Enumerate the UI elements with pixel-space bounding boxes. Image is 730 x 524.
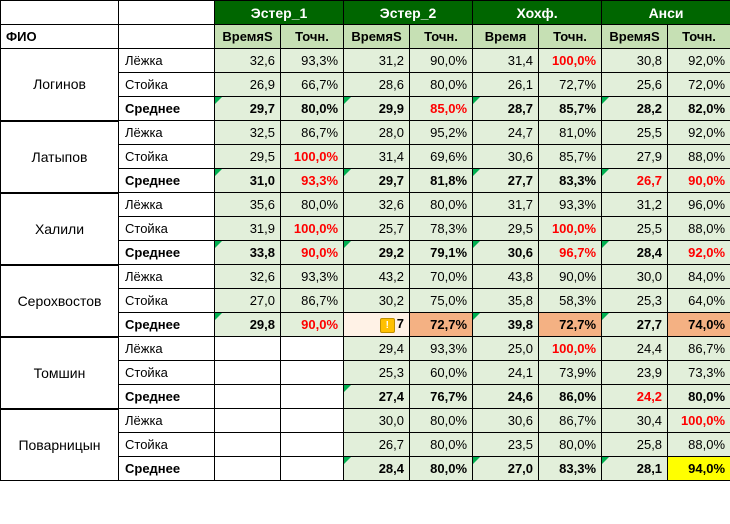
column-header-time-ester2: ВремяS <box>344 25 410 49</box>
group-header-hochf: Хохф. <box>473 1 602 25</box>
column-header-accuracy-anssi: Точн. <box>668 25 730 49</box>
accuracy-value-cell: 80,0% <box>281 97 344 121</box>
accuracy-value-cell: 80,0% <box>410 73 473 97</box>
time-value-cell: 28,7 <box>473 97 539 121</box>
time-value-cell: 24,2 <box>602 385 668 409</box>
accuracy-value-cell: 94,0% <box>668 457 730 481</box>
position-label-cell: Лёжка <box>119 409 215 433</box>
time-value-cell <box>215 433 281 457</box>
time-value-cell: 29,4 <box>344 337 410 361</box>
table-header <box>1 1 730 49</box>
position-label-cell: Стойка <box>119 433 215 457</box>
accuracy-value-cell: 83,3% <box>539 457 602 481</box>
time-value-cell: 31,7 <box>473 193 539 217</box>
time-value-cell: 31,0 <box>215 169 281 193</box>
accuracy-value-cell: 72,7% <box>539 313 602 337</box>
time-value-cell: 27,7 <box>473 169 539 193</box>
accuracy-value-cell: 82,0% <box>668 97 730 121</box>
table-row <box>1 121 730 145</box>
time-value-cell: 30,6 <box>473 241 539 265</box>
time-value-cell: 26,7 <box>344 433 410 457</box>
time-value-cell: 25,7 <box>344 217 410 241</box>
time-value-cell: 23,9 <box>602 361 668 385</box>
accuracy-value-cell: 80,0% <box>281 193 344 217</box>
accuracy-value-cell: 88,0% <box>668 145 730 169</box>
accuracy-value-cell <box>281 361 344 385</box>
accuracy-value-cell: 69,6% <box>410 145 473 169</box>
accuracy-value-cell: 73,3% <box>668 361 730 385</box>
time-value-cell: 31,4 <box>344 145 410 169</box>
table-body <box>1 49 730 481</box>
athlete-name-cell: Серохвостов <box>1 265 119 337</box>
time-value-cell: 26,1 <box>473 73 539 97</box>
time-value-cell: 27,0 <box>473 457 539 481</box>
position-label-cell: Лёжка <box>119 337 215 361</box>
accuracy-value-cell: 70,0% <box>410 265 473 289</box>
accuracy-value-cell: 74,0% <box>668 313 730 337</box>
time-value-cell: 32,6 <box>215 265 281 289</box>
time-value-cell: 29,8 <box>215 313 281 337</box>
accuracy-value-cell: 86,7% <box>668 337 730 361</box>
accuracy-value-cell: 100,0% <box>539 217 602 241</box>
accuracy-value-cell <box>281 337 344 361</box>
column-header-time-hochf: Время <box>473 25 539 49</box>
time-value-cell: 30,0 <box>344 409 410 433</box>
time-value-cell: 30,2 <box>344 289 410 313</box>
time-value-cell: 27,0 <box>215 289 281 313</box>
time-value-cell: 43,8 <box>473 265 539 289</box>
position-label-cell: Лёжка <box>119 121 215 145</box>
position-label-cell: Лёжка <box>119 49 215 73</box>
time-value-cell <box>215 337 281 361</box>
time-value-cell: 25,3 <box>602 289 668 313</box>
time-value-cell: 43,2 <box>344 265 410 289</box>
position-label-cell: Стойка <box>119 217 215 241</box>
time-value-cell: 31,2 <box>602 193 668 217</box>
time-value-cell: 26,7 <box>602 169 668 193</box>
time-value-cell: 29,2 <box>344 241 410 265</box>
position-label-cell: Среднее <box>119 241 215 265</box>
accuracy-value-cell: 75,0% <box>410 289 473 313</box>
athlete-name-cell: Томшин <box>1 337 119 409</box>
time-value-cell <box>215 361 281 385</box>
accuracy-value-cell: 90,0% <box>410 49 473 73</box>
athlete-name-cell: Поварницын <box>1 409 119 481</box>
time-value-cell: 31,9 <box>215 217 281 241</box>
accuracy-value-cell: 96,7% <box>539 241 602 265</box>
group-header-row <box>1 1 730 25</box>
time-value-cell: 26,9 <box>215 73 281 97</box>
column-header-fio: ФИО <box>1 25 119 49</box>
accuracy-value-cell: 72,7% <box>410 313 473 337</box>
time-value-cell: 33,8 <box>215 241 281 265</box>
time-value-cell <box>215 409 281 433</box>
table-row <box>1 49 730 73</box>
accuracy-value-cell: 76,7% <box>410 385 473 409</box>
accuracy-value-cell: 80,0% <box>410 457 473 481</box>
table-row <box>1 409 730 433</box>
accuracy-value-cell: 80,0% <box>410 409 473 433</box>
accuracy-value-cell: 80,0% <box>539 433 602 457</box>
accuracy-value-cell: 92,0% <box>668 49 730 73</box>
accuracy-value-cell <box>281 457 344 481</box>
column-header-accuracy-ester1: Точн. <box>281 25 344 49</box>
accuracy-value-cell: 86,7% <box>281 121 344 145</box>
position-label-cell: Лёжка <box>119 193 215 217</box>
time-value-cell: 30,6 <box>473 145 539 169</box>
accuracy-value-cell: 92,0% <box>668 241 730 265</box>
position-label-cell: Среднее <box>119 385 215 409</box>
time-value-cell: 24,7 <box>473 121 539 145</box>
group-header-anssi: Анси <box>602 1 730 25</box>
accuracy-value-cell: 90,0% <box>668 169 730 193</box>
accuracy-value-cell: 100,0% <box>539 49 602 73</box>
accuracy-value-cell: 79,1% <box>410 241 473 265</box>
athlete-name-cell: Халили <box>1 193 119 265</box>
column-header-time-ester1: ВремяS <box>215 25 281 49</box>
accuracy-value-cell: 100,0% <box>281 145 344 169</box>
accuracy-value-cell <box>281 385 344 409</box>
group-header-blank-2 <box>119 1 215 25</box>
time-value-cell: 35,8 <box>473 289 539 313</box>
time-value-cell: 25,5 <box>602 121 668 145</box>
position-label-cell: Среднее <box>119 169 215 193</box>
sub-header-row <box>1 25 730 49</box>
position-label-cell: Стойка <box>119 145 215 169</box>
time-value-cell: 25,6 <box>602 73 668 97</box>
accuracy-value-cell: 100,0% <box>281 217 344 241</box>
time-value-cell: 25,3 <box>344 361 410 385</box>
accuracy-value-cell: 58,3% <box>539 289 602 313</box>
position-label-cell: Среднее <box>119 313 215 337</box>
time-value-cell: 28,1 <box>602 457 668 481</box>
group-header-ester1: Эстер_1 <box>215 1 344 25</box>
position-label-cell: Среднее <box>119 457 215 481</box>
accuracy-value-cell: 90,0% <box>539 265 602 289</box>
time-value-cell: 29,7 <box>215 97 281 121</box>
time-value-cell: 27,4 <box>344 385 410 409</box>
accuracy-value-cell: 86,7% <box>539 409 602 433</box>
time-value-cell: 29,5 <box>473 217 539 241</box>
time-value-cell: 29,7 <box>344 169 410 193</box>
table-row <box>1 265 730 289</box>
accuracy-value-cell: 86,7% <box>281 289 344 313</box>
accuracy-value-cell: 80,0% <box>410 433 473 457</box>
position-label-cell: Среднее <box>119 97 215 121</box>
time-value-cell: 39,8 <box>473 313 539 337</box>
accuracy-value-cell: 93,3% <box>281 265 344 289</box>
accuracy-value-cell: 93,3% <box>281 169 344 193</box>
column-header-accuracy-ester2: Точн. <box>410 25 473 49</box>
time-value-cell: 30,6 <box>473 409 539 433</box>
column-header-position <box>119 25 215 49</box>
time-value-cell: 27,9 <box>602 145 668 169</box>
time-value-cell: 23,5 <box>473 433 539 457</box>
time-value-cell: 28,4 <box>602 241 668 265</box>
accuracy-value-cell: 80,0% <box>410 193 473 217</box>
position-label-cell: Стойка <box>119 73 215 97</box>
group-header-blank-1 <box>1 1 119 25</box>
time-value-cell: 30,0 <box>602 265 668 289</box>
time-value-cell: 25,5 <box>602 217 668 241</box>
accuracy-value-cell: 86,0% <box>539 385 602 409</box>
time-value-cell: 29,9 <box>344 97 410 121</box>
accuracy-value-cell: 88,0% <box>668 217 730 241</box>
time-value-cell: 28,0 <box>344 121 410 145</box>
column-header-accuracy-hochf: Точн. <box>539 25 602 49</box>
time-value-cell: 32,6 <box>344 193 410 217</box>
time-value-cell: 27,7 <box>602 313 668 337</box>
time-value-cell: 32,5 <box>215 121 281 145</box>
time-value-cell <box>344 313 410 337</box>
accuracy-value-cell <box>281 433 344 457</box>
accuracy-value-cell: 93,3% <box>281 49 344 73</box>
time-value-cell: 24,4 <box>602 337 668 361</box>
time-value-cell: 35,6 <box>215 193 281 217</box>
accuracy-value-cell: 85,0% <box>410 97 473 121</box>
accuracy-value-cell: 95,2% <box>410 121 473 145</box>
accuracy-value-cell: 81,8% <box>410 169 473 193</box>
accuracy-value-cell: 64,0% <box>668 289 730 313</box>
accuracy-value-cell: 92,0% <box>668 121 730 145</box>
accuracy-value-cell: 72,7% <box>539 73 602 97</box>
position-label-cell: Стойка <box>119 361 215 385</box>
accuracy-value-cell <box>281 409 344 433</box>
position-label-cell: Лёжка <box>119 265 215 289</box>
warning-icon[interactable]: ! <box>380 318 395 333</box>
table-row <box>1 337 730 361</box>
time-value-cell: 30,4 <box>602 409 668 433</box>
accuracy-value-cell: 84,0% <box>668 265 730 289</box>
position-label-cell: Стойка <box>119 289 215 313</box>
accuracy-value-cell: 72,0% <box>668 73 730 97</box>
time-value-cell: 31,4 <box>473 49 539 73</box>
time-value-cell: 31,2 <box>344 49 410 73</box>
table-row <box>1 193 730 217</box>
cell-text: 7 <box>396 316 405 332</box>
accuracy-value-cell: 100,0% <box>539 337 602 361</box>
time-value-cell: 28,6 <box>344 73 410 97</box>
time-value-cell: 24,6 <box>473 385 539 409</box>
time-value-cell: 32,6 <box>215 49 281 73</box>
accuracy-value-cell: 66,7% <box>281 73 344 97</box>
time-value-cell <box>215 457 281 481</box>
group-header-ester2: Эстер_2 <box>344 1 473 25</box>
time-value-cell <box>215 385 281 409</box>
accuracy-value-cell: 93,3% <box>410 337 473 361</box>
time-value-cell: 28,4 <box>344 457 410 481</box>
time-value-cell: 24,1 <box>473 361 539 385</box>
accuracy-value-cell: 85,7% <box>539 145 602 169</box>
time-value-cell: 29,5 <box>215 145 281 169</box>
time-value-cell: 25,8 <box>602 433 668 457</box>
accuracy-value-cell: 80,0% <box>668 385 730 409</box>
accuracy-value-cell: 85,7% <box>539 97 602 121</box>
accuracy-value-cell: 81,0% <box>539 121 602 145</box>
accuracy-value-cell: 100,0% <box>668 409 730 433</box>
accuracy-value-cell: 78,3% <box>410 217 473 241</box>
accuracy-value-cell: 96,0% <box>668 193 730 217</box>
athlete-name-cell: Латыпов <box>1 121 119 193</box>
time-value-cell: 28,2 <box>602 97 668 121</box>
time-value-cell: 30,8 <box>602 49 668 73</box>
accuracy-value-cell: 83,3% <box>539 169 602 193</box>
column-header-time-anssi: ВремяS <box>602 25 668 49</box>
accuracy-value-cell: 88,0% <box>668 433 730 457</box>
accuracy-value-cell: 60,0% <box>410 361 473 385</box>
athlete-name-cell: Логинов <box>1 49 119 121</box>
time-value-cell: 25,0 <box>473 337 539 361</box>
accuracy-value-cell: 73,9% <box>539 361 602 385</box>
accuracy-value-cell: 90,0% <box>281 313 344 337</box>
accuracy-value-cell: 90,0% <box>281 241 344 265</box>
accuracy-value-cell: 93,3% <box>539 193 602 217</box>
